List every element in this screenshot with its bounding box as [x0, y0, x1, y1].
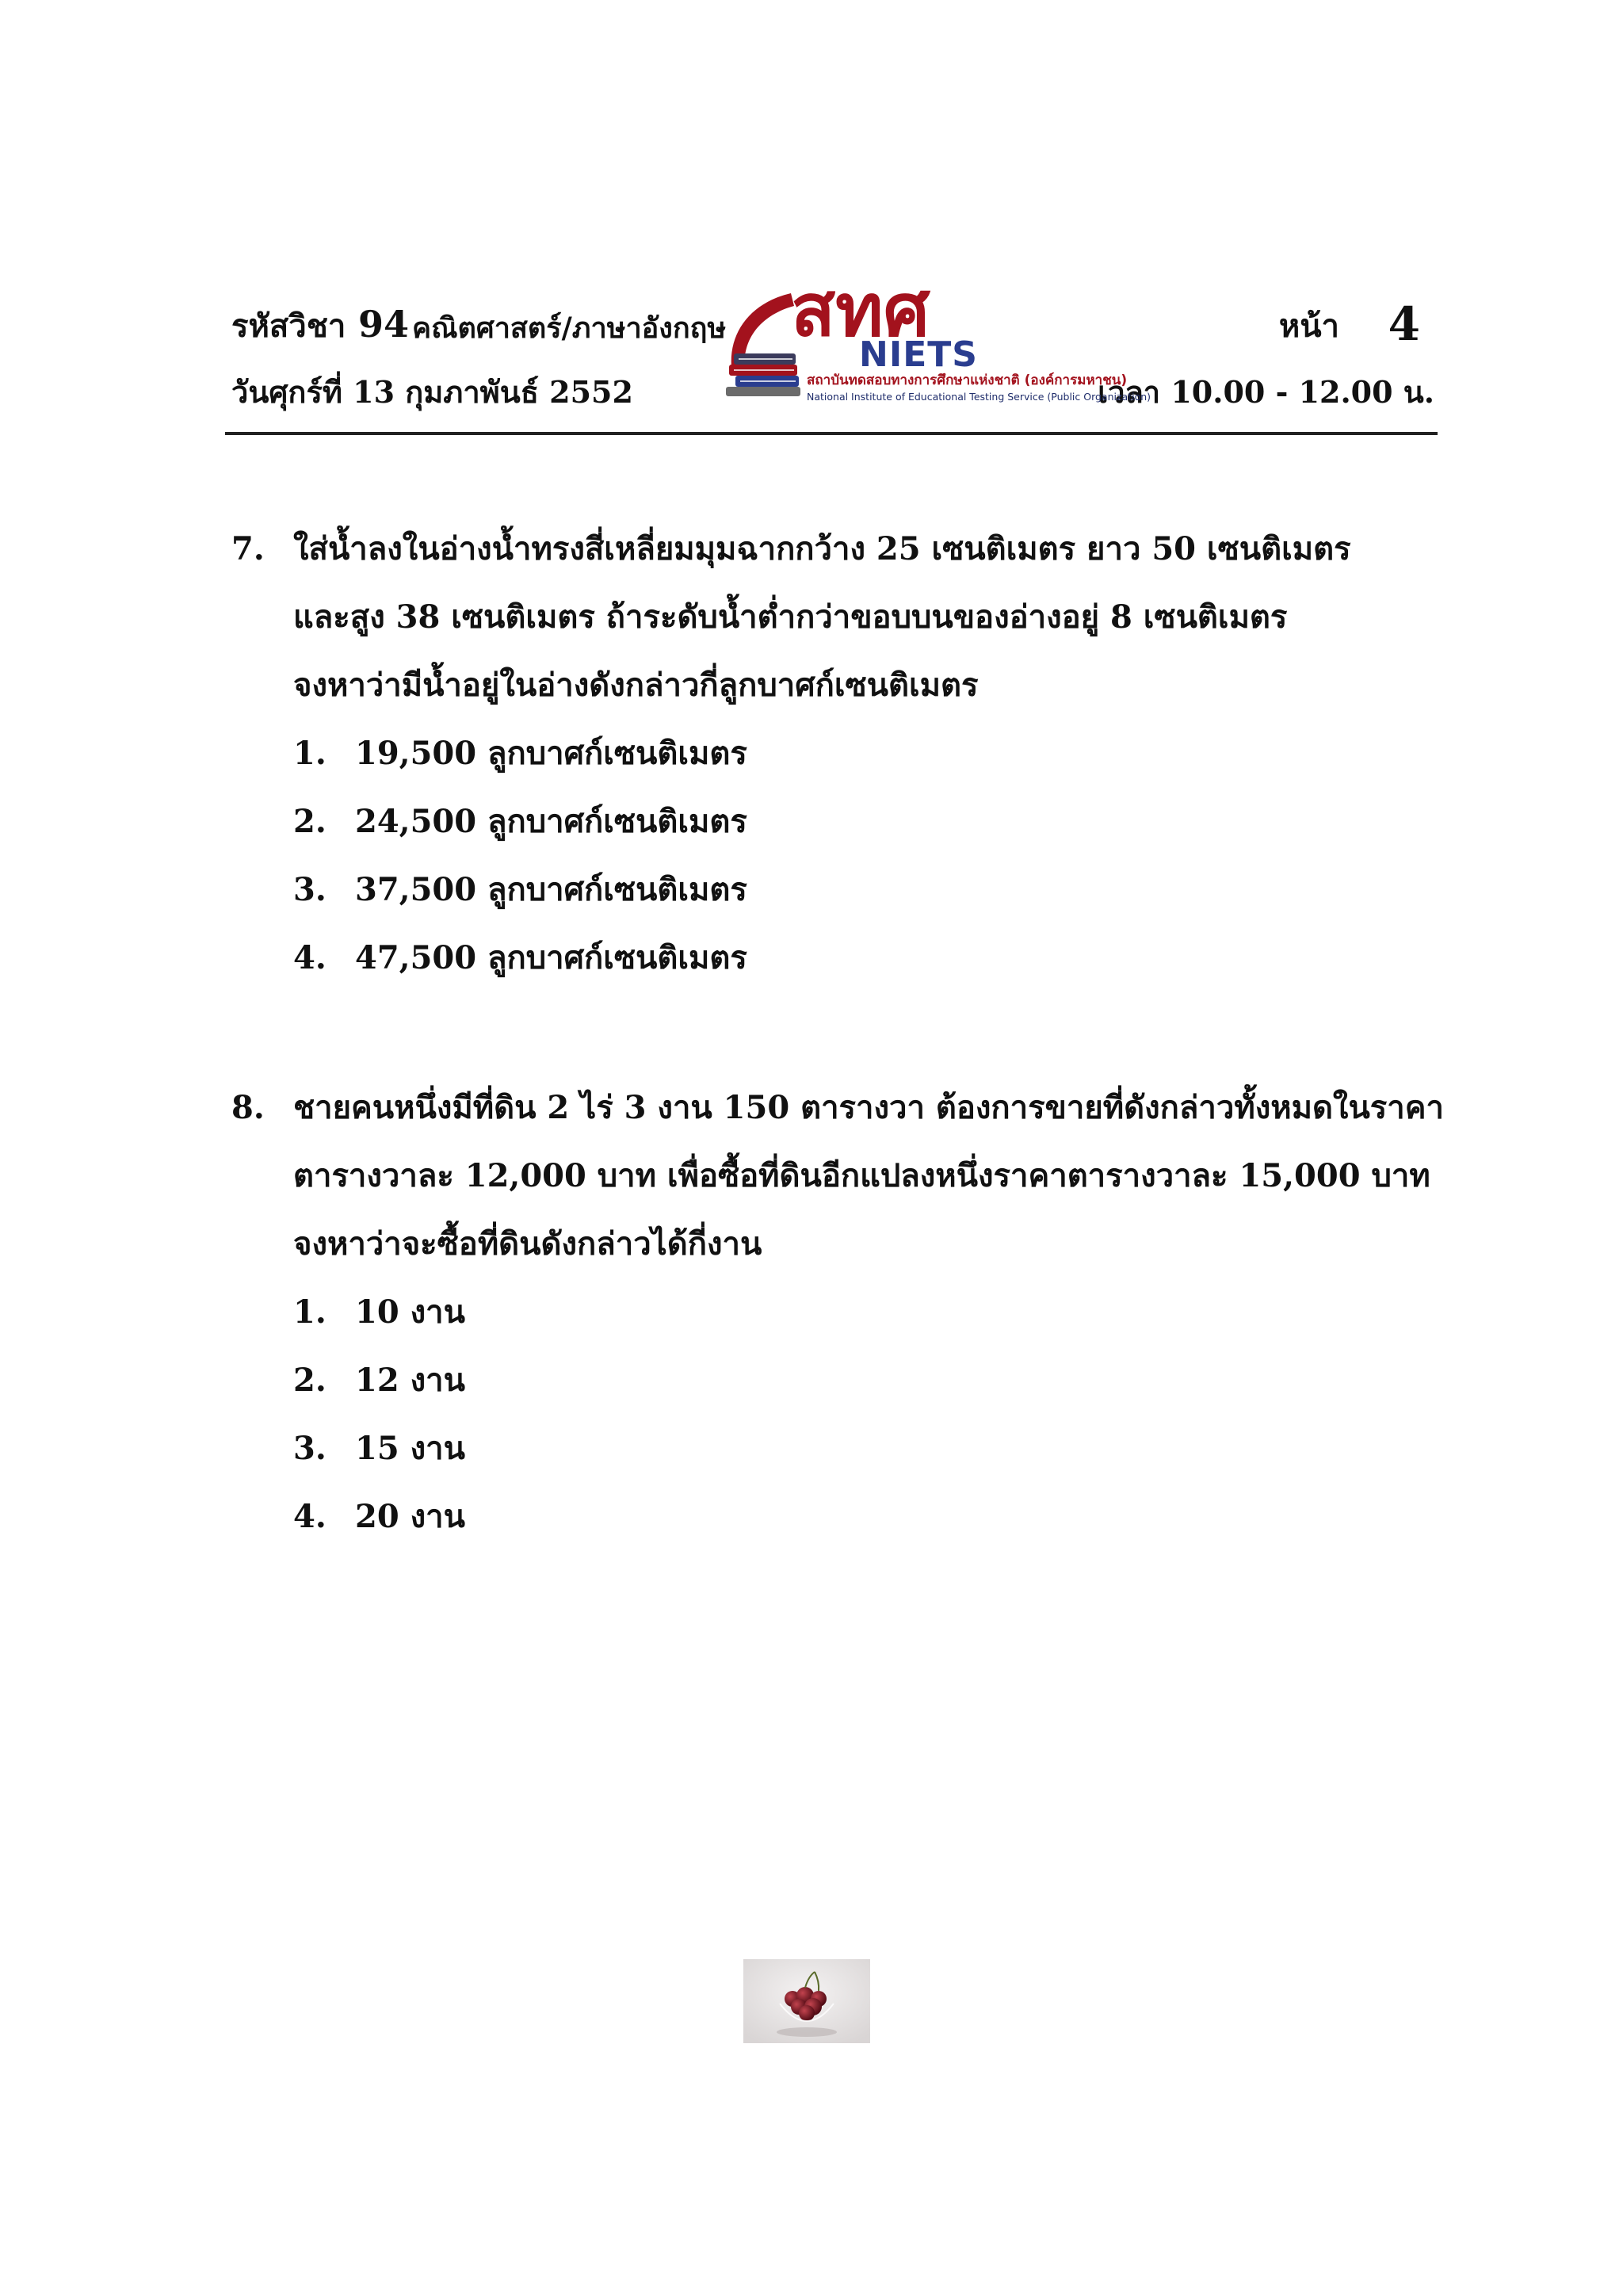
- choice-text: 20 งาน: [355, 1498, 465, 1535]
- choice-number: 2.: [293, 803, 327, 840]
- choice-number: 4.: [293, 1498, 327, 1535]
- logo-tagline-thai: สถาบันทดสอบทางการศึกษาแห่งชาติ (องค์การมหาชน): [807, 372, 1128, 388]
- answer-choice: [293, 1483, 1468, 1551]
- answer-choice: [293, 788, 1468, 856]
- choice-number: 2.: [293, 1362, 327, 1399]
- choice-text: 12 งาน: [355, 1362, 465, 1399]
- logo-thai-wordmark: สทศ: [791, 268, 930, 353]
- page-label: หน้า: [1278, 308, 1339, 345]
- answer-choice: [293, 924, 1468, 992]
- choice-number: 1.: [293, 735, 327, 772]
- answer-choices: [293, 720, 1468, 992]
- choice-number: 3.: [293, 1430, 327, 1467]
- question-8: [231, 1074, 1468, 1551]
- choice-text: 10 งาน: [355, 1293, 465, 1331]
- question-text-line: จงหาว่ามีน้ำอยู่ในอ่างดังกล่าวกี่ลูกบาศก์เซนติเมตร: [293, 667, 979, 704]
- choice-text: 19,500 ลูกบาศก์เซนติเมตร: [355, 735, 747, 772]
- choice-text: 24,500 ลูกบาศก์เซนติเมตร: [355, 803, 747, 840]
- question-text-line: ใส่น้ำลงในอ่างน้ำทรงสี่เหลี่ยมมุมฉากกว้าง 25 เซนติเมตร ยาว 50 เซนติเมตร: [293, 530, 1351, 567]
- answer-choice: [293, 856, 1468, 924]
- exam-time: เวลา 10.00 - 12.00 น.: [1098, 374, 1434, 410]
- choice-number: 4.: [293, 939, 327, 976]
- page-number: 4: [1388, 297, 1420, 351]
- question-text-line: และสูง 38 เซนติเมตร ถ้าระดับน้ำต่ำกว่าขอบบนของอ่างอยู่ 8 เซนติเมตร: [293, 598, 1288, 636]
- header-divider: [225, 432, 1438, 435]
- answer-choice: [293, 720, 1468, 788]
- subject-name: คณิตศาสตร์/ภาษาอังกฤษ: [412, 311, 727, 345]
- answer-choice: [293, 1347, 1468, 1415]
- question-7: [231, 515, 1468, 992]
- exam-date: วันศุกร์ที่ 13 กุมภาพันธ์ 2552: [231, 374, 633, 410]
- logo-acronym: NIETS: [859, 334, 978, 375]
- niets-logo: [718, 268, 1151, 414]
- answer-choices: [293, 1278, 1468, 1551]
- answer-choice: [293, 1278, 1468, 1347]
- choice-text: 37,500 ลูกบาศก์เซนติเมตร: [355, 871, 747, 908]
- question-text-line: จงหาว่าจะซื้อที่ดินดังกล่าวได้กี่งาน: [293, 1225, 762, 1263]
- choice-number: 3.: [293, 871, 327, 908]
- logo-tagline-english: National Institute of Educational Testing Service (Public Organization): [807, 391, 1151, 403]
- question-text-line: ชายคนหนึ่งมีที่ดิน 2 ไร่ 3 งาน 150 ตารางวา ต้องการขายที่ดังกล่าวทั้งหมดในราคา: [293, 1089, 1444, 1126]
- answer-choice: [293, 1415, 1468, 1483]
- cherry-bowl-image: [743, 1959, 870, 2043]
- subject-code-label: รหัสวิชา: [231, 308, 346, 345]
- choice-text: 15 งาน: [355, 1430, 465, 1467]
- question-number: 8.: [231, 1089, 265, 1126]
- question-text-line: ตารางวาละ 12,000 บาท เพื่อซื้อที่ดินอีกแปลงหนึ่งราคาตารางวาละ 15,000 บาท: [293, 1157, 1430, 1194]
- choice-text: 47,500 ลูกบาศก์เซนติเมตร: [355, 939, 747, 976]
- choice-number: 1.: [293, 1293, 327, 1331]
- subject-code: 94: [358, 303, 410, 346]
- question-number: 7.: [231, 530, 265, 567]
